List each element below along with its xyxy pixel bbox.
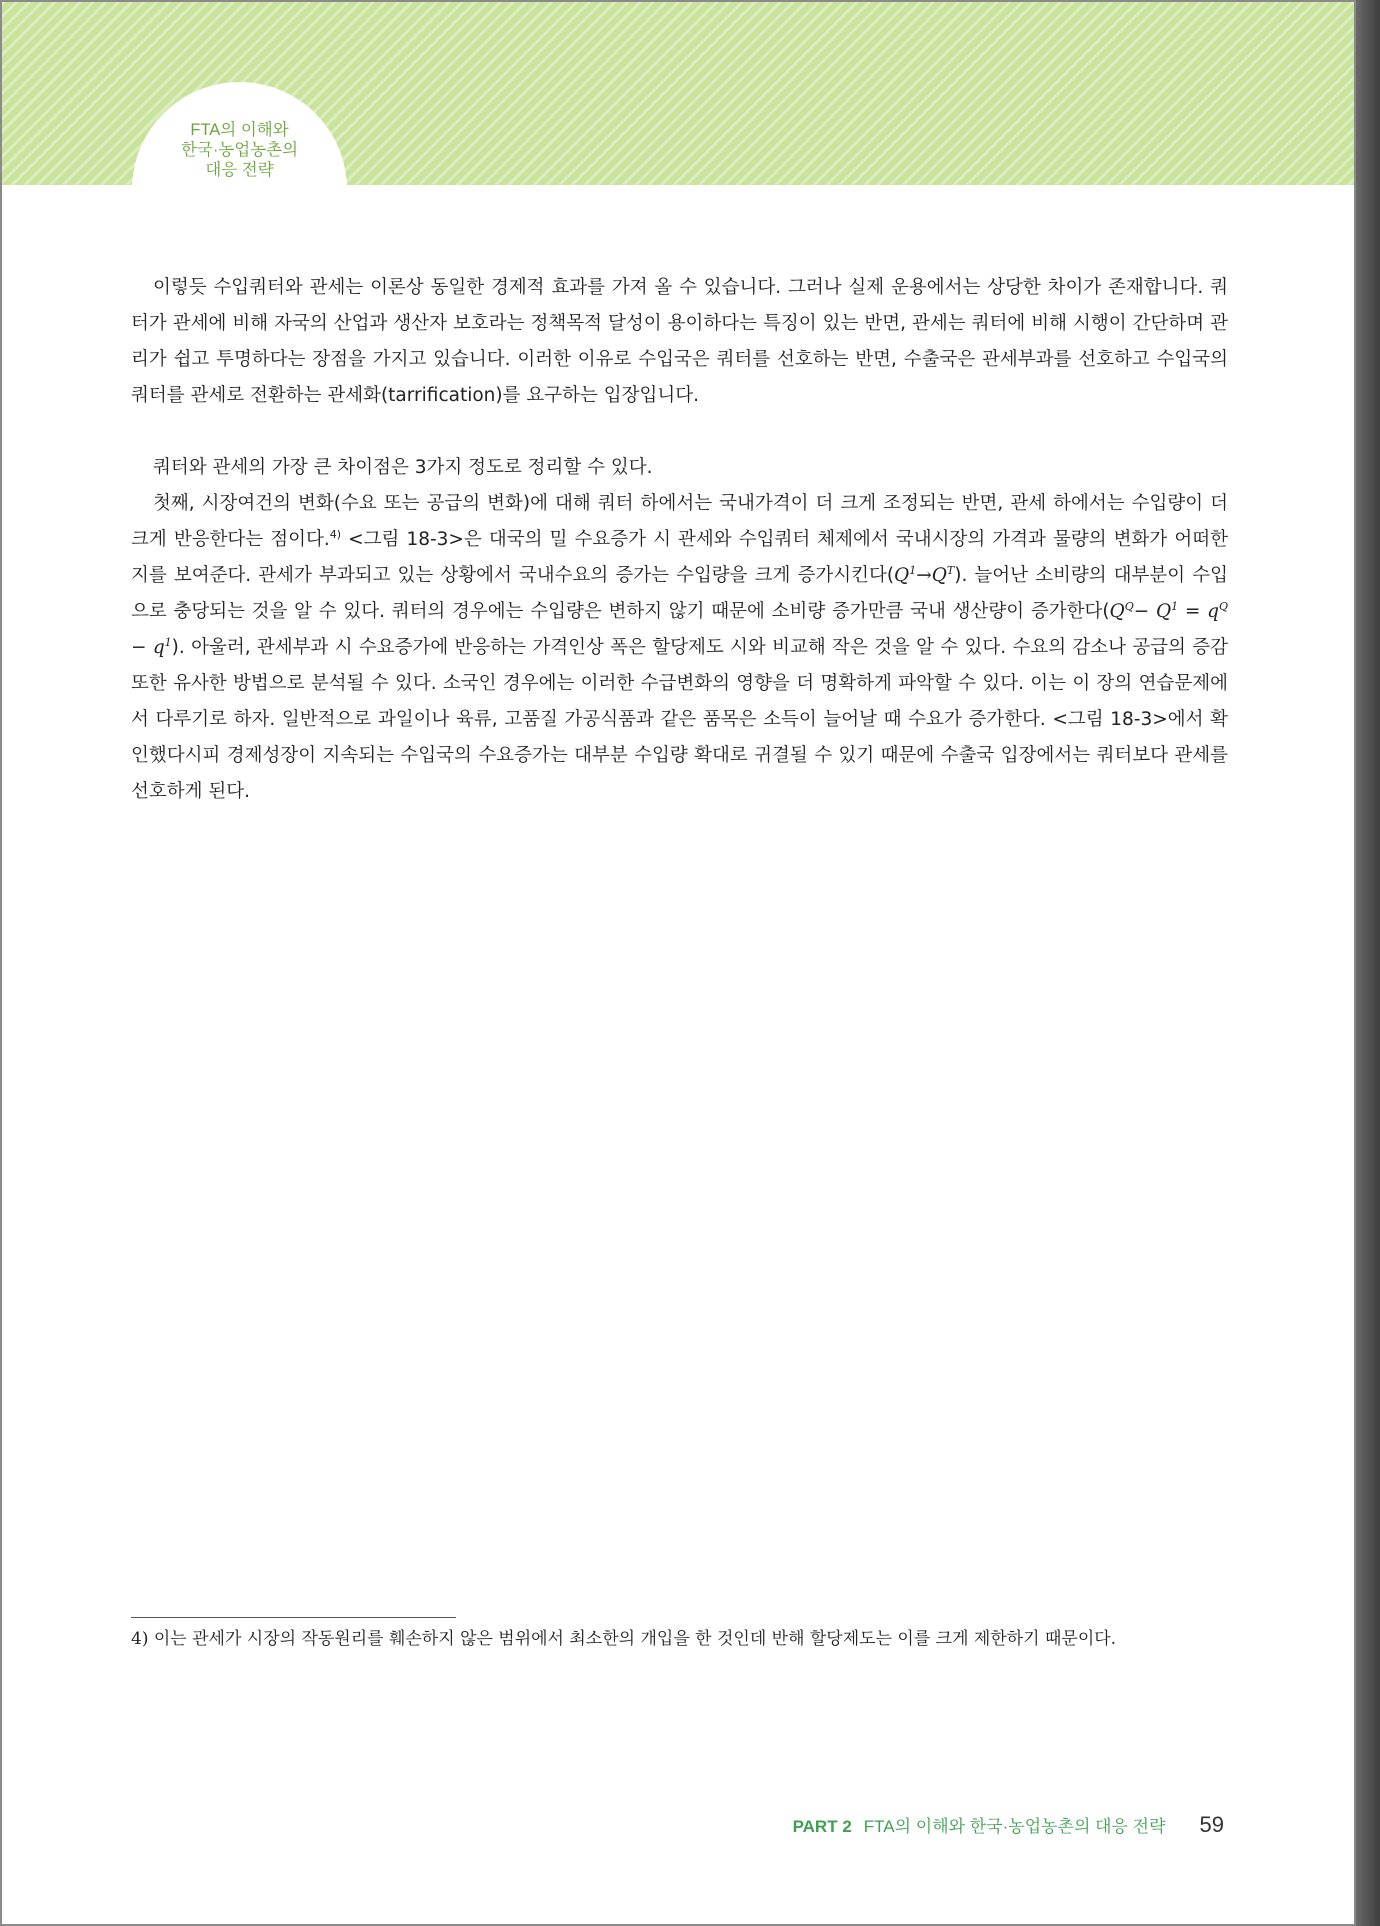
page-number: 59: [1199, 1812, 1224, 1837]
chapter-tab: [132, 82, 347, 297]
page-edge: [1356, 0, 1380, 1926]
chapter-tab-label: [132, 120, 347, 180]
footnote: 4) 이는 관세가 시장의 작동원리를 훼손하지 않은 범위에서 최소한의 개입을 한 것인데 반해 할당제도는 이를 크게 제한하기 때문이다.: [131, 1629, 1117, 1649]
paragraph-1: 이렇듯 수입쿼터와 관세는 이론상 동일한 경제적 효과를 가져 올 수 있습니다. 그러나 실제 운용에서는 상당한 차이가 존재합니다. 쿼터가 관세에 비해 자국의 산업과 생산자 보호라는 정책목적 달성이 용이하다는 특징이 있는 반면, 관세는 쿼터에 비해 시행이 간단하며 관리가 쉽고 투명하다는 장점을 가지고 있습니다. 이러한 이유로 수입국은 쿼터를 선호하는 반면, 수출국은 관세부과를 선호하고 수입국의 쿼터를 관세로 전환하는 관세화(tarrification)를 요구하는 입장입니다.: [131, 277, 1228, 406]
page-footer: [793, 1812, 1224, 1842]
footnote-divider: [131, 1617, 456, 1618]
math-q: $Q^1\to Q^T$: [894, 563, 955, 586]
chapter-tab-line3: 대응 전략: [205, 161, 274, 179]
chapter-tab-line2: 한국·농업농촌의: [180, 141, 299, 159]
footer-part: PART 2: [792, 1817, 852, 1836]
paragraph-3-part-b: <그림 18-3>은 대국의 밀 수요증가 시 관세와 수입쿼터 체제에서 국내시장의 가격과 물량의 변화가 어떠한 지를 보여준다. 관세가 부과되고 있는 상황에서 국내수요의 증가는 수입량을 크게 증가시킨다(: [131, 529, 1228, 586]
chapter-tab-line1: FTA의 이해와: [190, 121, 289, 139]
paragraph-3-part-c: ). 늘어난 소비량의 대부분이 수입으로 충당되는 것을 알 수 있다. 쿼터의 경우에는 수입량은 변하지 않기 때문에 소비량 증가만큼 국내 생산량이 증가한다(: [131, 565, 1228, 622]
paragraph-3: [131, 486, 1228, 810]
math-equation: $Q^Q- Q^1 = q^Q - q^1$: [131, 599, 1228, 658]
paragraph-2: 쿼터와 관세의 가장 큰 차이점은 3가지 정도로 정리할 수 있다.: [153, 457, 653, 478]
paragraph-3-part-d: ). 아울러, 관세부과 시 수요증가에 반응하는 가격인상 폭은 할당제도 시와 비교해 작은 것을 알 수 있다. 수요의 감소나 공급의 증감 또한 유사한 방법으로 분석될 수 있다. 소국인 경우에는 이러한 수급변화의 영향을 더 명확하게 파악할 수 있다. 이는 이 장의 연습문제에서 다루기로 하자. 일반적으로 과일이나 육류, 고품질 가공식품과 같은 품목은 소득이 늘어날 때 수요가 증가한다. <그림 18-3>에서 확인했다시피 경제성장이 지속되는 수입국의 수요증가는 대부분 수입량 확대로 귀결될 수 있기 때문에 수출국 입장에서는 쿼터보다 관세를 선호하게 된다.: [131, 637, 1228, 802]
paragraph-3-part-a: 첫째, 시장여건의 변화(수요 또는 공급의 변화)에 대해 쿼터 하에서는 국내가격이 더 크게 조정되는 반면, 관세 하에서는 수입량이 더 크게 반응한다는 점이다.: [131, 493, 1228, 550]
body-text: [131, 270, 1228, 810]
footer-title: FTA의 이해와 한국·농업농촌의 대응 전략: [863, 1817, 1166, 1836]
footnote-ref: 4): [329, 527, 342, 541]
